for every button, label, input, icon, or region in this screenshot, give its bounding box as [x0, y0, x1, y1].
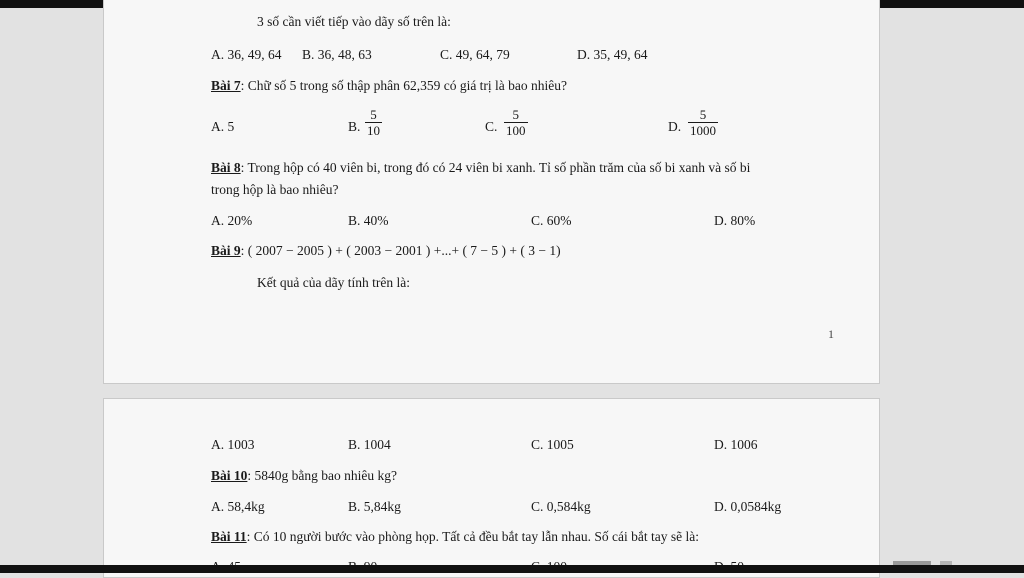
bai8-option-d: D. 80% [714, 213, 756, 228]
bai8-text: : Trong hộp có 40 viên bi, trong đó có 24 viên bi xanh. Tỉ số phần trăm của số bi xanh và số bi [240, 160, 751, 175]
bai11-text: : Có 10 người bước vào phòng họp. Tất cả đều bắt tay lẫn nhau. Số cái bắt tay sẽ là: [246, 529, 699, 544]
bai11-option-b-cut [348, 559, 377, 563]
bai8-label: Bài 8 [211, 160, 241, 175]
fraction-denominator: 100 [506, 123, 526, 138]
bai10-label: Bài 10 [211, 468, 248, 483]
bai8-question-line2: trong hộp là bao nhiêu? [211, 182, 339, 197]
intro-text: 3 số cần viết tiếp vào dãy số trên là: [257, 14, 451, 29]
bai9-option-d: D. 1006 [714, 437, 758, 452]
fraction-denominator: 1000 [690, 123, 716, 138]
fraction-numerator: 5 [699, 107, 707, 122]
bai9-option-c: C. 1005 [531, 437, 574, 452]
fraction-numerator: 5 [512, 107, 519, 122]
bai7-option-b-fraction [365, 107, 382, 138]
bai10-text: : 5840g bằng bao nhiêu kg? [247, 468, 397, 483]
bottom-edge-bar [0, 565, 1024, 573]
bai11-label: Bài 11 [211, 529, 247, 544]
bai10-option-c: C. 0,584kg [531, 499, 591, 514]
bai9-option-a: A. 1003 [211, 437, 255, 452]
bai9-text: : ( 2007 − 2005 ) + ( 2003 − 2001 ) +...+ ( 7 − 5 ) + ( 3 − 1) [240, 243, 561, 258]
bai10-option-d: D. 0,0584kg [714, 499, 782, 514]
bai7-option-a: A. 5 [211, 119, 235, 134]
bai7-text: : Chữ số 5 trong số thập phân 62,359 có giá trị là bao nhiêu? [240, 78, 568, 93]
fraction-denominator: 10 [367, 123, 380, 138]
q6-option-d: D. 35, 49, 64 [577, 47, 648, 62]
bai11-question [211, 529, 699, 545]
bai8-option-a: A. 20% [211, 213, 253, 228]
bai11-option-c-cut [531, 559, 567, 563]
bai11-option-a-cut [211, 559, 241, 563]
document-page-2 [103, 398, 880, 578]
bai10-option-a: A. 58,4kg [211, 499, 265, 514]
bai8-option-c: C. 60% [531, 213, 572, 228]
bai10-question [211, 468, 397, 484]
bai9-label: Bài 9 [211, 243, 241, 258]
bai9-question [211, 243, 561, 259]
bai10-option-b: B. 5,84kg [348, 499, 401, 514]
bai7-option-d-prefix: D. [668, 119, 682, 134]
bai7-option-c-fraction [504, 107, 528, 138]
fraction-numerator: 5 [370, 107, 377, 122]
bai7-option-c-prefix: C. [485, 119, 498, 134]
q6-option-b: B. 36, 48, 63 [302, 47, 372, 62]
bai7-label: Bài 7 [211, 78, 241, 93]
document-page-1 [103, 0, 880, 384]
bai11-option-d-cut [714, 559, 744, 563]
bai8-option-b: B. 40% [348, 213, 389, 228]
bai7-option-b-prefix: B. [348, 119, 361, 134]
bai8-question [211, 160, 750, 176]
page-number: 1 [828, 327, 834, 341]
bai9-subtext: Kết quả của dãy tính trên là: [257, 275, 410, 290]
q6-option-c: C. 49, 64, 79 [440, 47, 510, 62]
bai7-option-d-fraction [688, 107, 718, 138]
q6-option-a: A. 36, 49, 64 [211, 47, 282, 62]
bai7-question [211, 78, 567, 94]
bai9-option-b: B. 1004 [348, 437, 391, 452]
